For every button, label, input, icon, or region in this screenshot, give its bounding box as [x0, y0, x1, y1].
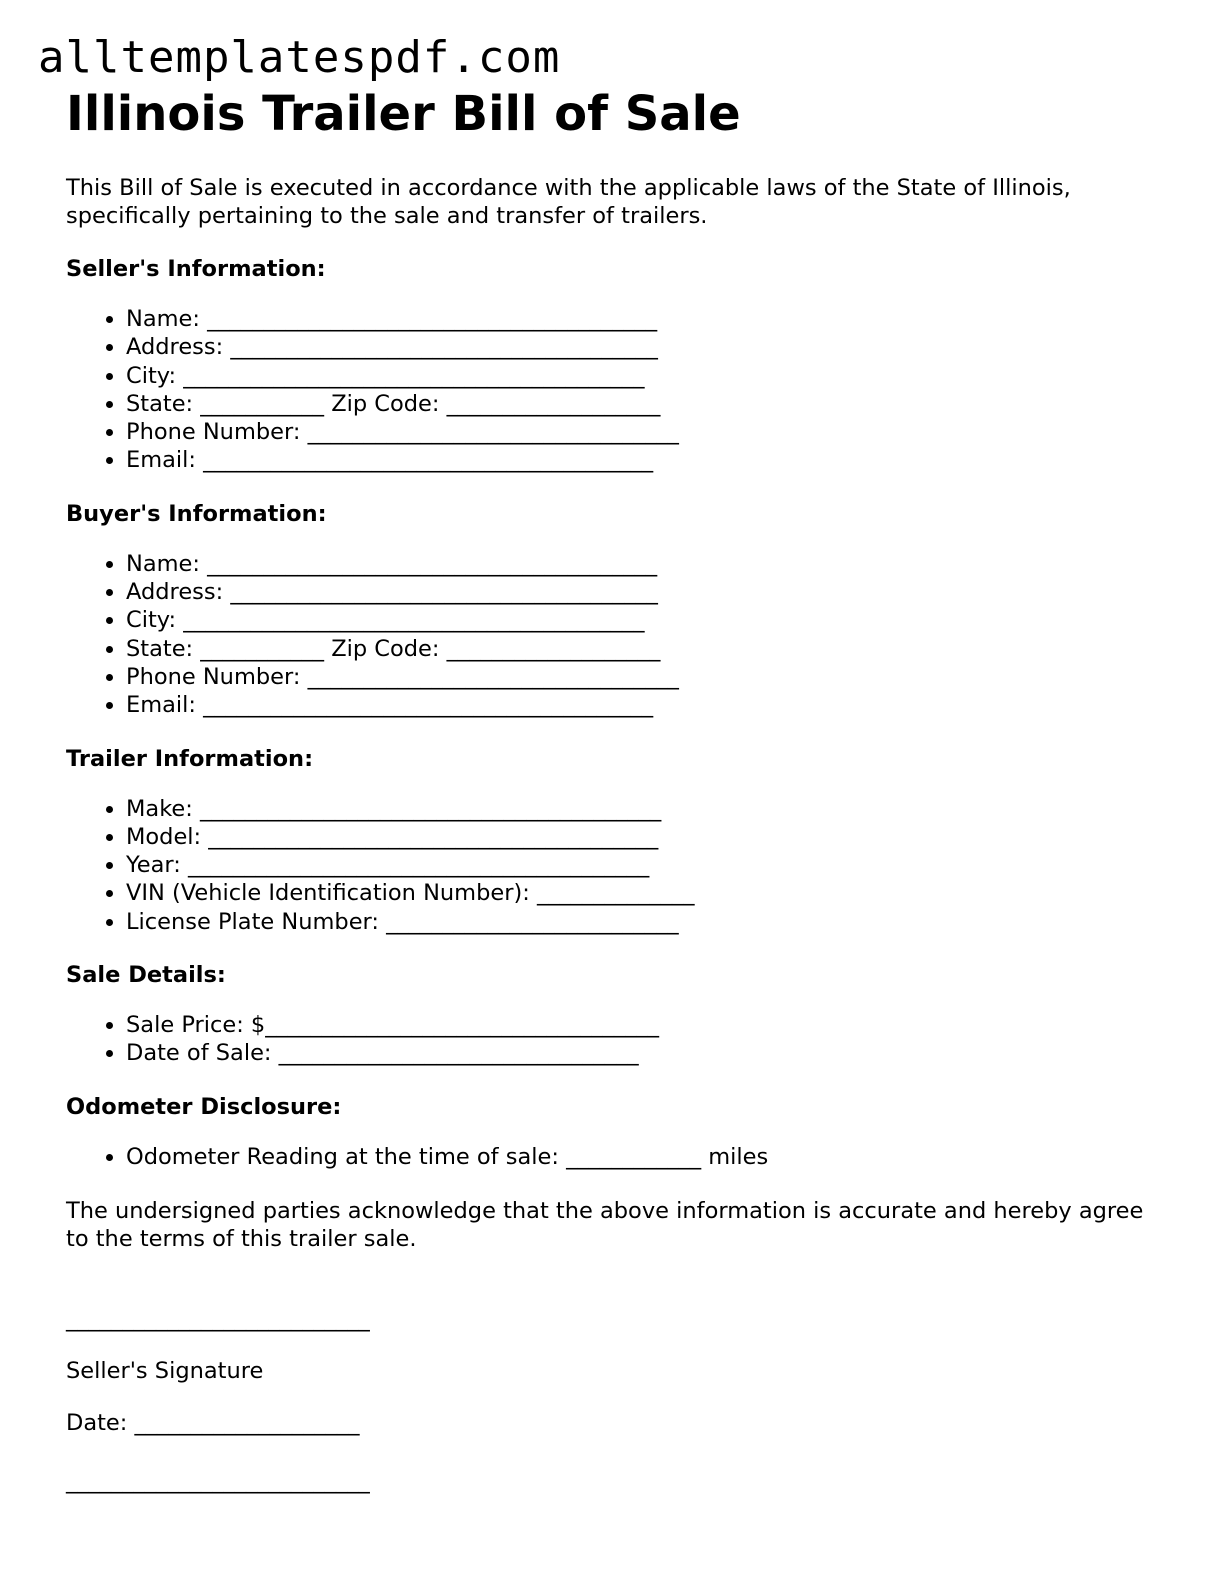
buyer-city-field[interactable]: • City: _________________________________________	[126, 606, 1166, 634]
seller-signature-label: Seller's Signature	[66, 1357, 264, 1384]
seller-name-field[interactable]: • Name: ________________________________________	[126, 305, 1166, 333]
document-body	[66, 84, 1166, 1495]
intro-paragraph: This Bill of Sale is executed in accordance with the applicable laws of the State of Illinois, specifically pertaining to the sale and transfer of trailers.	[66, 175, 1071, 229]
acknowledgement-paragraph: The undersigned parties acknowledge that the above information is accurate and hereby agree to the terms of this trailer sale.	[66, 1197, 1144, 1252]
odometer-field-list	[66, 1143, 1166, 1171]
seller-heading: Seller's Information:	[66, 256, 326, 282]
seller-phone-field[interactable]: • Phone Number: _________________________________	[126, 418, 1166, 446]
trailer-vin-field[interactable]: • VIN (Vehicle Identification Number): ______________	[126, 879, 1166, 907]
seller-date-field[interactable]: Date: ____________________	[66, 1409, 360, 1436]
seller-state-zip-field[interactable]: • State: ___________ Zip Code: ___________________	[126, 390, 1166, 418]
trailer-plate-field[interactable]: • License Plate Number: __________________________	[126, 908, 1166, 936]
page-title: Illinois Trailer Bill of Sale	[66, 86, 741, 142]
seller-address-field[interactable]: • Address: ______________________________________	[126, 333, 1166, 361]
buyer-signature-line[interactable]: ___________________________	[66, 1467, 370, 1494]
sale-date-field[interactable]: • Date of Sale: ________________________________	[126, 1039, 1166, 1067]
trailer-model-field[interactable]: • Model: ________________________________________	[126, 823, 1166, 851]
seller-field-list	[66, 305, 1166, 475]
seller-signature-line[interactable]: ___________________________	[66, 1305, 370, 1332]
buyer-phone-field[interactable]: • Phone Number: _________________________________	[126, 663, 1166, 691]
odometer-heading: Odometer Disclosure:	[66, 1093, 342, 1120]
sale-price-field[interactable]: • Sale Price: $___________________________________	[126, 1011, 1166, 1039]
trailer-make-field[interactable]: • Make: _________________________________________	[126, 795, 1166, 823]
sale-field-list	[66, 1011, 1166, 1068]
trailer-field-list	[66, 795, 1166, 936]
site-watermark: alltemplatespdf.com	[38, 32, 561, 83]
buyer-state-zip-field[interactable]: • State: ___________ Zip Code: ___________________	[126, 635, 1166, 663]
seller-email-field[interactable]: • Email: ________________________________________	[126, 446, 1166, 474]
seller-city-field[interactable]: • City: _________________________________________	[126, 362, 1166, 390]
buyer-address-field[interactable]: • Address: ______________________________________	[126, 578, 1166, 606]
odometer-reading-field[interactable]: • Odometer Reading at the time of sale: ____________ miles	[126, 1143, 1166, 1171]
buyer-field-list	[66, 550, 1166, 720]
trailer-heading: Trailer Information:	[66, 745, 314, 772]
sale-heading: Sale Details:	[66, 962, 226, 989]
trailer-year-field[interactable]: • Year: _________________________________________	[126, 851, 1166, 879]
buyer-email-field[interactable]: • Email: ________________________________________	[126, 691, 1166, 719]
buyer-heading: Buyer's Information:	[66, 500, 327, 527]
buyer-name-field[interactable]: • Name: ________________________________________	[126, 550, 1166, 578]
